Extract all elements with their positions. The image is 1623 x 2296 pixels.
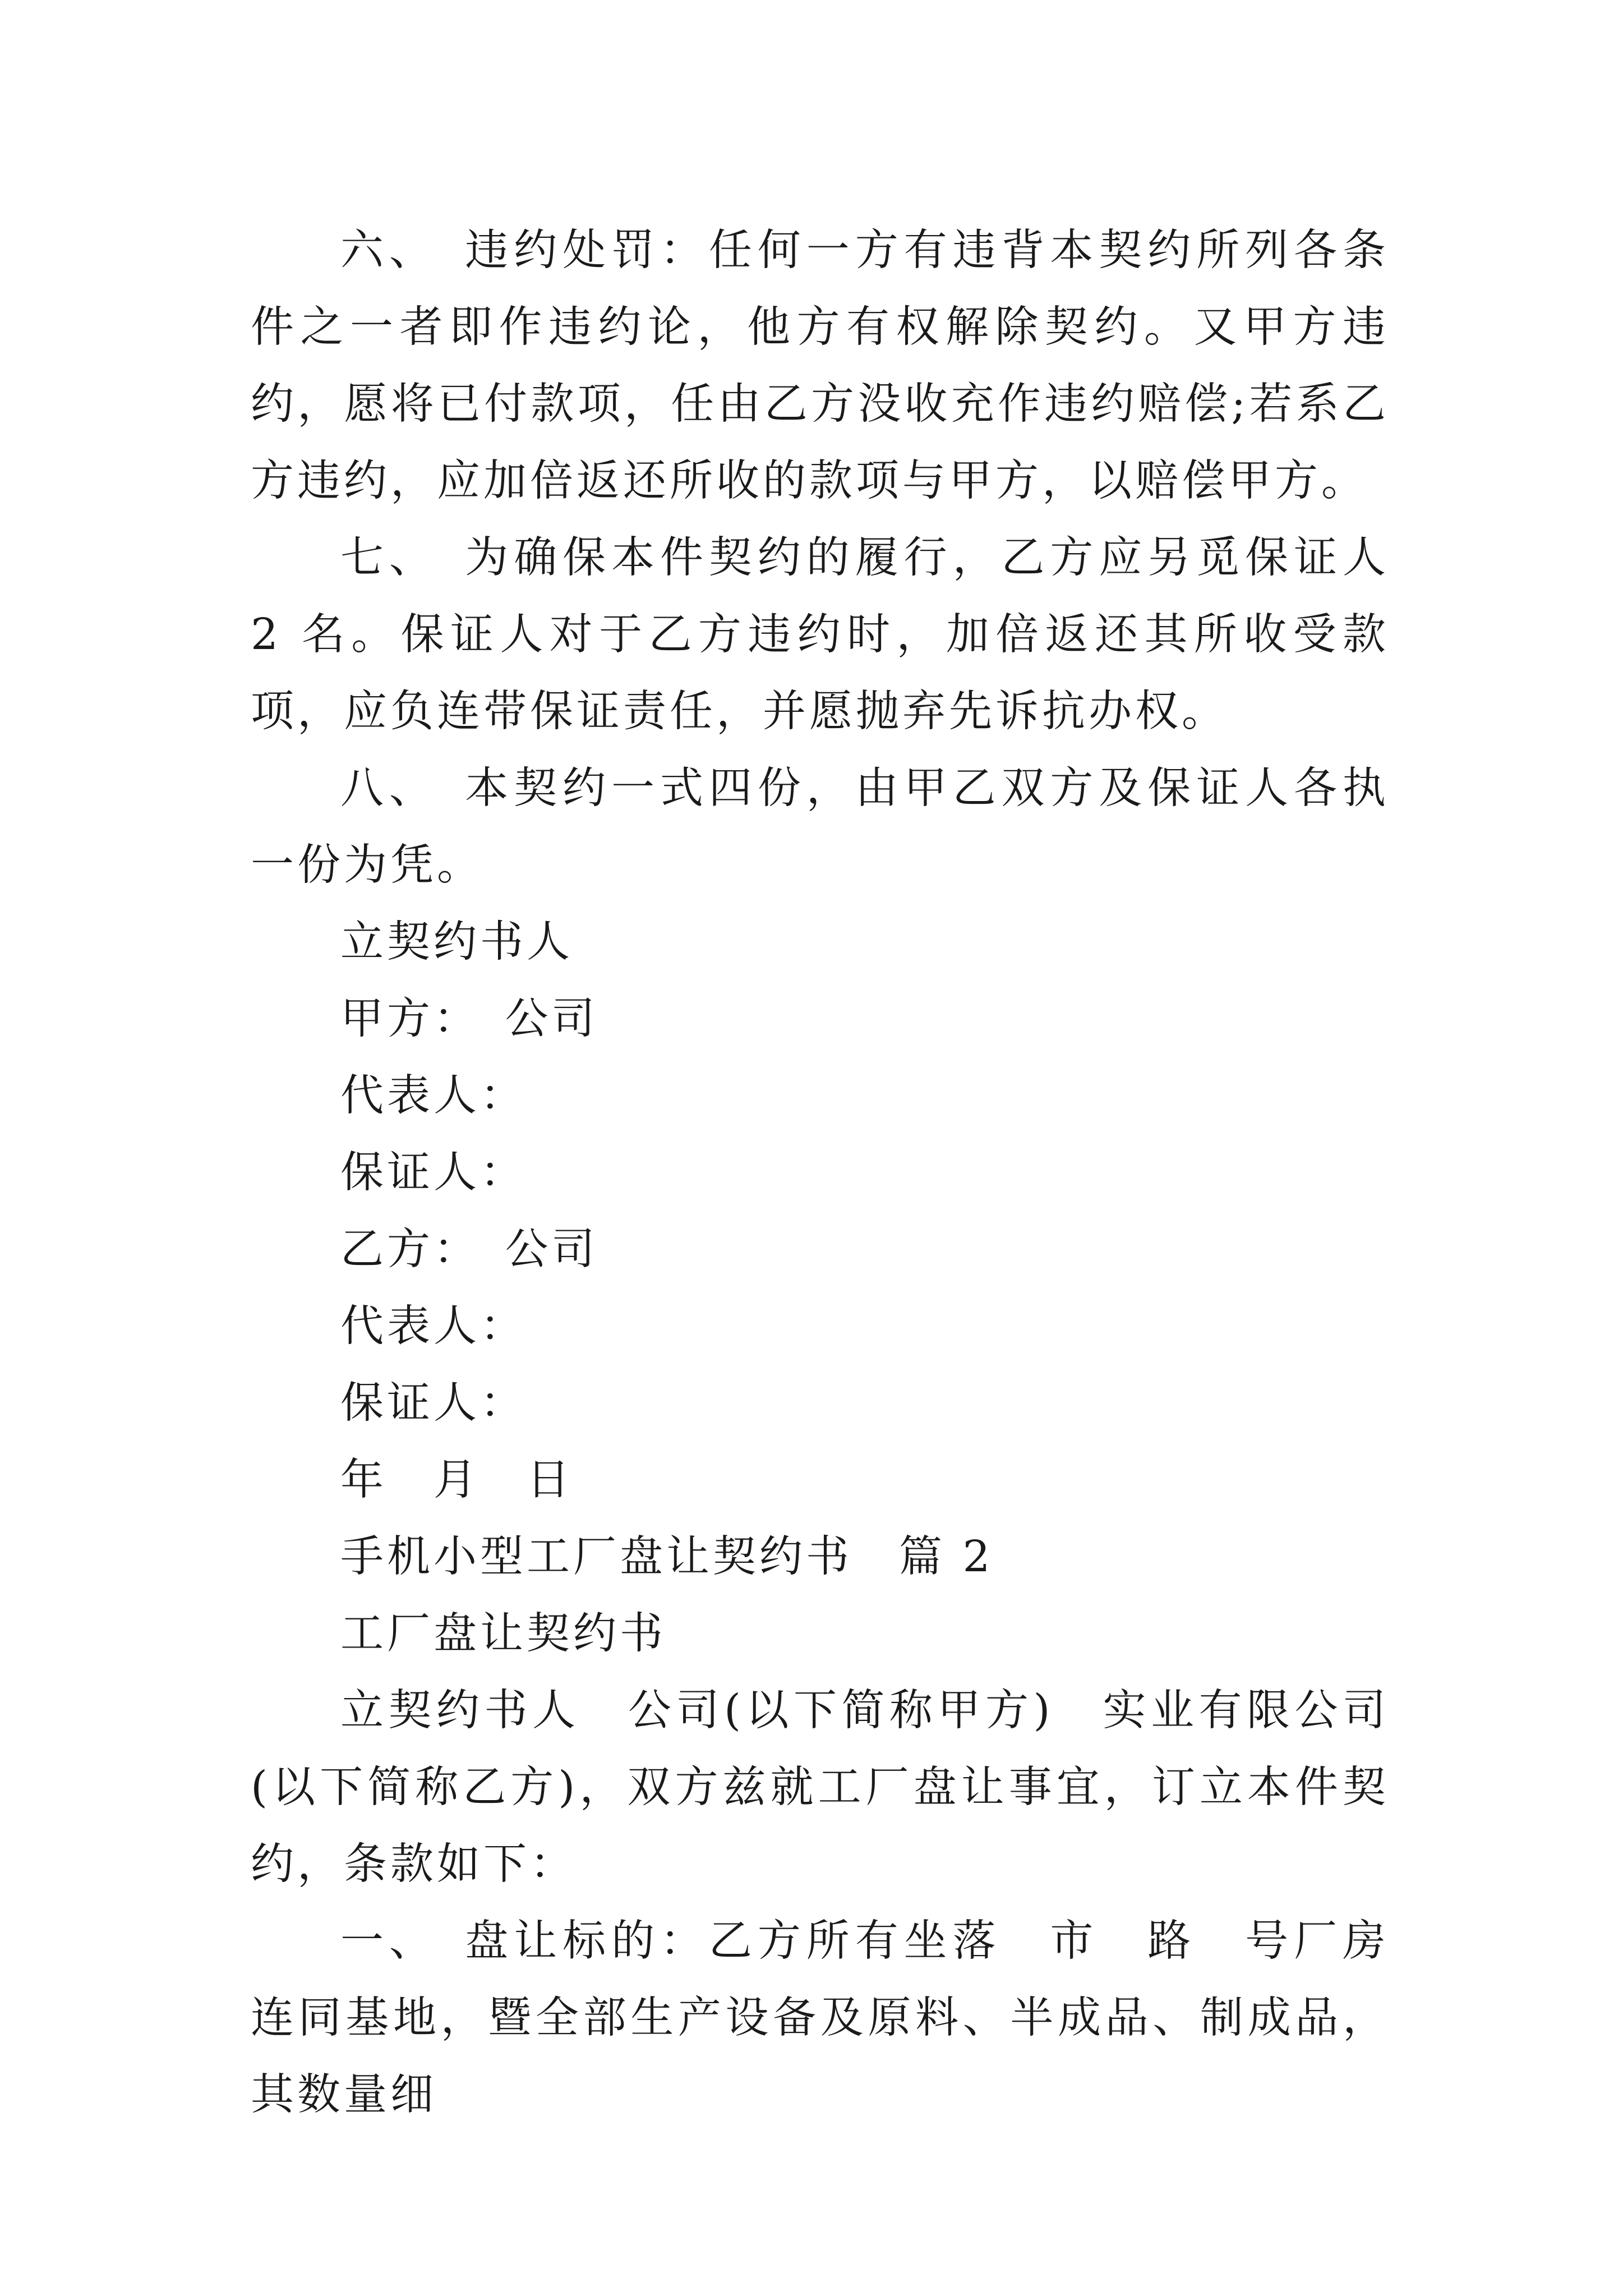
document-body — [251, 212, 1407, 2133]
contract-title: 工厂盘让契约书 — [340, 1609, 666, 1659]
party-a-line: 甲方： 公司 — [340, 994, 598, 1044]
clause-eight-copies: 八、 本契约一式四份，由甲乙双方及保证人各执一份为凭。 — [251, 763, 1389, 890]
clause-six-penalty: 六、 违约处罚：任何一方有违背本契约所列各条件之一者即作违约论，他方有权解除契约。又甲方违约，愿将已付款项，任由乙方没收充作违约赔偿;若系乙方违约，应加倍返还所收的款项与甲方，以赔偿甲方。 — [251, 226, 1389, 506]
party-a-representative: 代表人： — [340, 1071, 527, 1121]
signatory-heading: 立契约书人 — [340, 917, 573, 967]
party-b-guarantor: 保证人： — [340, 1378, 527, 1428]
party-b-line: 乙方： 公司 — [340, 1225, 598, 1274]
contract-preamble: 立契约书人 公司(以下简称甲方) 实业有限公司(以下简称乙方)，双方兹就工厂盘让事宜，订立本件契约，条款如下： — [251, 1686, 1389, 1889]
party-a-guarantor: 保证人： — [340, 1148, 527, 1198]
clause-one-subject: 一、 盘让标的：乙方所有坐落 市 路 号厂房连同基地，暨全部生产设备及原料、半成品、制成品，其数量细 — [251, 1916, 1389, 2120]
date-line: 年 月 日 — [340, 1455, 573, 1505]
party-b-representative: 代表人： — [340, 1301, 527, 1351]
section-heading-part-2: 手机小型工厂盘让契约书 篇 2 — [340, 1532, 994, 1582]
clause-seven-guarantor: 七、 为确保本件契约的履行，乙方应另觅保证人 2 名。保证人对于乙方违约时，加倍返还其所收受款项，应负连带保证责任，并愿抛弃先诉抗办权。 — [251, 533, 1407, 737]
